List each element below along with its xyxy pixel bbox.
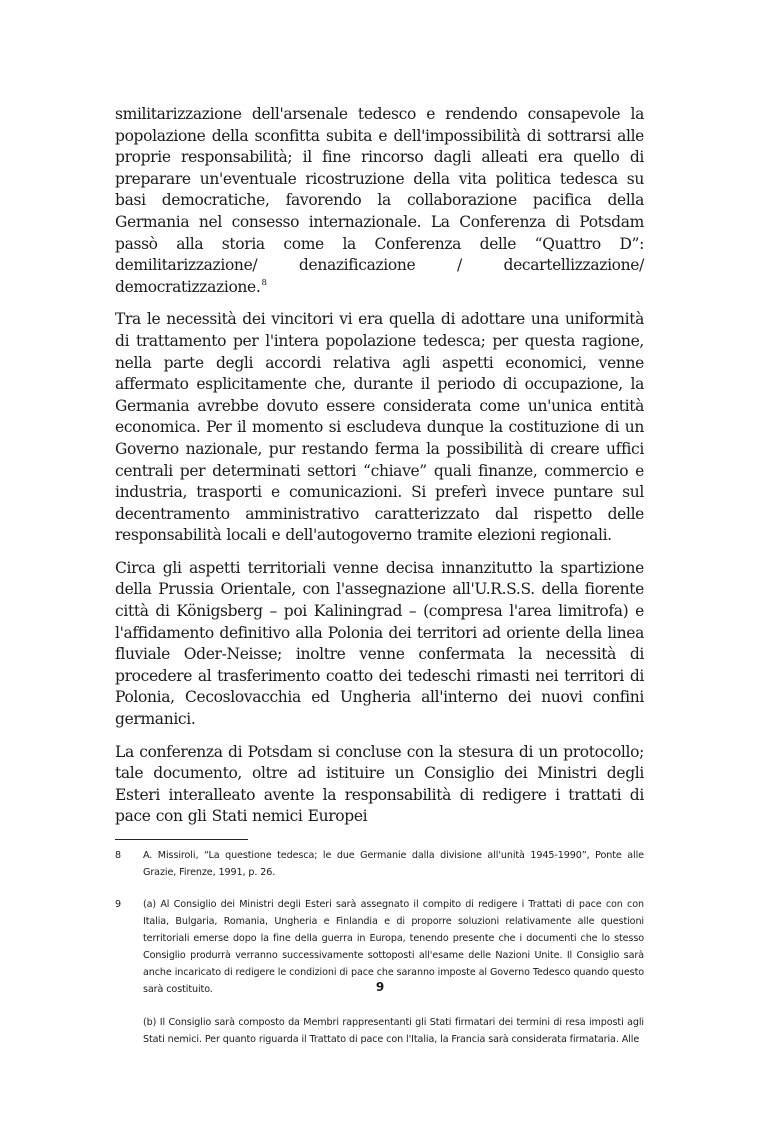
body-paragraph-2: Tra le necessità dei vincitori vi era quella di adottare una uniformità di trattamento per l'intera popolazione tedesca; per questa ragione, nella parte degli accordi relativa agli aspetti economici, venne affermato esplicitamente che, durante il periodo di occupazione, la Germania avrebbe dovuto essere considerata come un'unica entità economica. Per il momento si escludeva dunque la costituzione di un Governo nazionale, pur restando ferma la possibilità di creare uffici centrali per determinati settori “chiave” quali finanze, commercio e industria, trasporti e comunicazioni. Si preferì invece puntare sul decentramento amministrativo caratterizzato dal rispetto delle responsabilità locali e dell'autogoverno tramite elezioni regionali.: [115, 310, 644, 545]
body-paragraph-1: [115, 104, 644, 298]
footnote-8-text: A. Missiroli, “La questione tedesca; le due Germanie dalla divisione all'unità 1945-1990”, Ponte alle Grazie, Firenze, 1991, p. 26.: [143, 850, 644, 878]
footnote-9-number: 9: [115, 899, 122, 910]
footnote-9a-text: (a) Al Consiglio dei Ministri degli Esteri sarà assegnato il compito di redigere i Trattati di pace con con Italia, Bulgaria, Romania, Ungheria e Finlandia e di proporre soluzioni relativamente alle questioni territoriali emerse dopo la fine della guerra in Europa, tenendo presente che i documenti che lo stesso Consiglio produrrà verranno successivamente sottoposti all'esame delle Nazioni Unite. Il Consiglio sarà anche incaricato di redigere le condizioni di pace che saranno imposte al Governo Tedesco quando questo sarà costituito.: [143, 899, 644, 995]
footnote-separator: [115, 839, 248, 840]
page-body: [115, 104, 644, 1048]
footnote-ref-8[interactable]: 8: [261, 277, 267, 288]
page-number: 9: [375, 980, 385, 994]
footnote-8-number: 8: [115, 850, 122, 861]
paragraph-1-text: smilitarizzazione dell'arsenale tedesco e rendendo consapevole la popolazione della sconfitta subita e dell'impossibilità di sottrarsi alle proprie responsabilità; il fine rincorso dagli alleati era quello di preparare un'eventuale ricostruzione della vita politica tedesca su basi democratiche, favorendo la collaborazione pacifica della Germania nel consesso internazionale. La Conferenza di Potsdam passò alla storia come la Conferenza delle “Quattro D”: demilitarizzazione/ denazificazione / decartellizzazione/ democratizzazione.: [115, 105, 644, 296]
footnote-8: [115, 847, 644, 881]
body-paragraph-4: La conferenza di Potsdam si concluse con la stesura di un protocollo; tale documento, oltre ad istituire un Consiglio dei Ministri degli Esteri interalleato avente la responsabilità di redigere i trattati di pace con gli Stati nemici Europei: [115, 742, 644, 826]
body-paragraph-3: Circa gli aspetti territoriali venne decisa innanzitutto la spartizione della Prussia Orientale, con l'assegnazione all'U.R.S.S. della fiorente città di Königsberg – poi Kaliningrad – (compresa l'area limitrofa) e l'affidamento definitivo alla Polonia dei territori ad oriente della linea fluviale Oder-Neisse; inoltre venne confermata la necessità di procedere al trasferimento coatto dei tedeschi rimasti nei territori di Polonia, Cecoslovacchia ed Ungheria all'interno dei nuovi confini germanici.: [115, 558, 644, 729]
footnote-9b-text: (b) Il Consiglio sarà composto da Membri rappresentanti gli Stati firmatari dei termini di resa imposti agli Stati nemici. Per quanto riguarda il Trattato di pace con l'Italia, la Francia sarà considerata firmataria. Alle: [143, 1017, 644, 1045]
footnote-9b: [115, 1014, 644, 1048]
